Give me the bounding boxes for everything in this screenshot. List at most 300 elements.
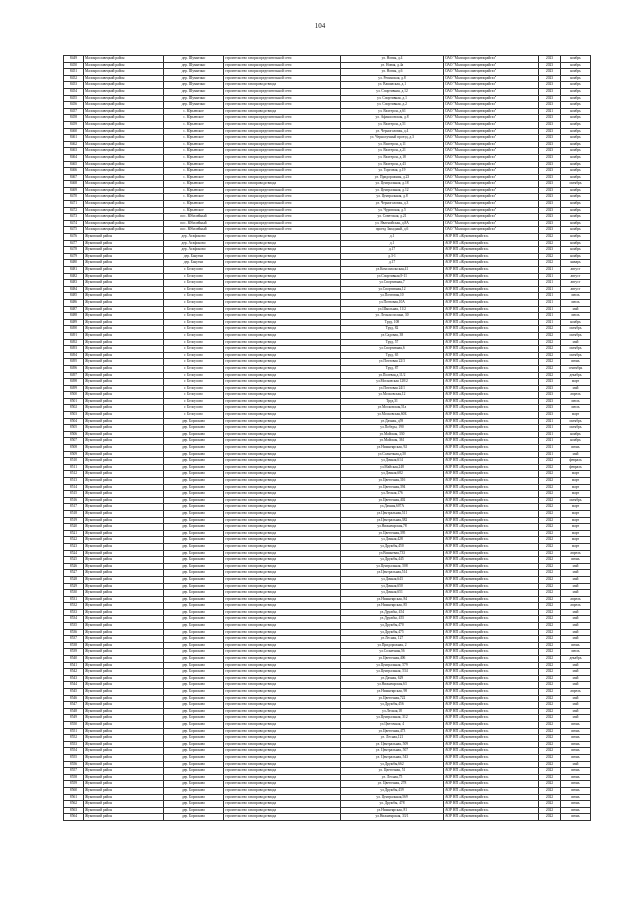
row-number-cell: 8513 xyxy=(64,478,84,485)
year-cell: 2022 xyxy=(539,741,561,748)
locality-cell: дер. Борисково xyxy=(164,642,224,649)
organization-cell: АОР НП «Жуковмежрайгаз» xyxy=(444,319,539,326)
locality-cell: дер. Борисково xyxy=(164,563,224,570)
table-row xyxy=(64,299,591,306)
work-type-cell: строительство газопровода-ввода xyxy=(224,326,341,333)
district-cell: Малоярославецкий район xyxy=(84,56,164,63)
row-number-cell: 8467 xyxy=(64,174,84,181)
address-cell: ул. Вахтерон, д.11 xyxy=(341,141,444,148)
locality-cell: дер. Борисково xyxy=(164,649,224,656)
month-cell: июль xyxy=(561,405,591,412)
organization-cell: АОР НП «Жуковмежрайгаз» xyxy=(444,425,539,432)
organization-cell: АОР НП «Жуковмежрайгаз» xyxy=(444,484,539,491)
table-row xyxy=(64,260,591,267)
year-cell: 2023 xyxy=(539,181,561,188)
work-type-cell: строительство газопровода-ввода xyxy=(224,445,341,452)
work-type-cell: строительство газопровода-ввода xyxy=(224,418,341,425)
district-cell: Малоярославецкий район xyxy=(84,88,164,95)
locality-cell: дер. Агафоново xyxy=(164,247,224,254)
table-row xyxy=(64,801,591,808)
address-cell: д.1 xyxy=(341,234,444,241)
month-cell: май xyxy=(561,339,591,346)
organization-cell: ОАО "Малоярославецмежрайгаз" xyxy=(444,115,539,122)
table-row xyxy=(64,807,591,814)
year-cell: 2022 xyxy=(539,708,561,715)
organization-cell: ОАО "Малоярославецмежрайгаз" xyxy=(444,56,539,63)
table-row xyxy=(64,326,591,333)
organization-cell: АОР НП «Жуковмежрайгаз» xyxy=(444,609,539,616)
locality-cell: с. Юрьевское xyxy=(164,201,224,208)
month-cell: ноябрь xyxy=(561,108,591,115)
address-cell: ул.Лесная, 127 xyxy=(341,636,444,643)
row-number-cell: 8449 xyxy=(64,56,84,63)
row-number-cell: 8493 xyxy=(64,346,84,353)
table-row xyxy=(64,115,591,122)
row-number-cell: 8530 xyxy=(64,590,84,597)
row-number-cell: 8502 xyxy=(64,405,84,412)
locality-cell: дер. Шумятино xyxy=(164,62,224,69)
organization-cell: ОАО "Малоярославецмежрайгаз" xyxy=(444,95,539,102)
organization-cell: АОР НП «Жуковмежрайгаз» xyxy=(444,267,539,274)
address-cell: ул.Нижнеярская, 84 xyxy=(341,596,444,603)
organization-cell: АОР НП «Жуковмежрайгаз» xyxy=(444,794,539,801)
table-row xyxy=(64,774,591,781)
work-type-cell: строительство газопровода-ввода xyxy=(224,543,341,550)
row-number-cell: 8477 xyxy=(64,240,84,247)
organization-cell: ОАО "Малоярославецмежрайгаз" xyxy=(444,194,539,201)
table-row xyxy=(64,735,591,742)
locality-cell: г. Белоусово xyxy=(164,299,224,306)
month-cell: ноябрь xyxy=(561,121,591,128)
row-number-cell: 8557 xyxy=(64,768,84,775)
locality-cell: дер. Борисково xyxy=(164,431,224,438)
table-row xyxy=(64,161,591,168)
address-cell: ул. Центральная, д.12 xyxy=(341,187,444,194)
table-row xyxy=(64,253,591,260)
district-cell: Жуковский район xyxy=(84,537,164,544)
month-cell: май xyxy=(561,623,591,630)
work-type-cell: строительство газопровода-ввода xyxy=(224,451,341,458)
row-number-cell: 8559 xyxy=(64,781,84,788)
work-type-cell: строительство газораспределительной сети xyxy=(224,201,341,208)
work-type-cell: строительство газопровода-ввода xyxy=(224,629,341,636)
month-cell: май xyxy=(561,590,591,597)
year-cell: 2021 xyxy=(539,267,561,274)
work-type-cell: строительство газораспределительной сети xyxy=(224,69,341,76)
work-type-cell: строительство газопровода-ввода xyxy=(224,642,341,649)
district-cell: Жуковский район xyxy=(84,570,164,577)
month-cell: май xyxy=(561,385,591,392)
district-cell: Жуковский район xyxy=(84,689,164,696)
locality-cell: дер. Борисково xyxy=(164,708,224,715)
address-cell: Труд,31 xyxy=(341,398,444,405)
table-row xyxy=(64,339,591,346)
table-row xyxy=(64,207,591,214)
table-row xyxy=(64,781,591,788)
organization-cell: АОР НП «Жуковмежрайгаз» xyxy=(444,273,539,280)
year-cell: 2022 xyxy=(539,774,561,781)
organization-cell: АОР НП «Жуковмежрайгаз» xyxy=(444,741,539,748)
address-cell: ул.Центральная, 579 xyxy=(341,662,444,669)
month-cell: май xyxy=(561,636,591,643)
row-number-cell: 8480 xyxy=(64,260,84,267)
district-cell: Жуковский район xyxy=(84,313,164,320)
table-row xyxy=(64,365,591,372)
month-cell: август xyxy=(561,273,591,280)
year-cell: 2022 xyxy=(539,715,561,722)
organization-cell: АОР НП «Жуковмежрайгаз» xyxy=(444,497,539,504)
year-cell: 2021 xyxy=(539,280,561,287)
table-row xyxy=(64,570,591,577)
table-row xyxy=(64,504,591,511)
work-type-cell: строительство газопровода-ввода xyxy=(224,471,341,478)
year-cell: 2023 xyxy=(539,220,561,227)
month-cell: декабрь xyxy=(561,656,591,663)
organization-cell: АОР НП «Жуковмежрайгаз» xyxy=(444,398,539,405)
organization-cell: АОР НП «Жуковмежрайгаз» xyxy=(444,543,539,550)
month-cell: май xyxy=(561,708,591,715)
district-cell: Жуковский район xyxy=(84,596,164,603)
year-cell: 2022 xyxy=(539,662,561,669)
address-cell: ул.Дачная,607А xyxy=(341,504,444,511)
table-row xyxy=(64,438,591,445)
month-cell: июнь xyxy=(561,445,591,452)
month-cell: июль xyxy=(561,299,591,306)
address-cell: ул. Центральная,569 xyxy=(341,794,444,801)
work-type-cell: строительство газораспределительной сети xyxy=(224,207,341,214)
table-row xyxy=(64,721,591,728)
row-number-cell: 8519 xyxy=(64,517,84,524)
district-cell: Малоярославецкий район xyxy=(84,75,164,82)
organization-cell: АОР НП «Жуковмежрайгаз» xyxy=(444,326,539,333)
year-cell: 2022 xyxy=(539,609,561,616)
table-row xyxy=(64,616,591,623)
year-cell: 2022 xyxy=(539,332,561,339)
locality-cell: дер. Борисково xyxy=(164,656,224,663)
district-cell: Жуковский район xyxy=(84,352,164,359)
month-cell: май xyxy=(561,306,591,313)
work-type-cell: строительство газопровода-ввода xyxy=(224,550,341,557)
work-type-cell: строительство газопровода-ввода xyxy=(224,438,341,445)
row-number-cell: 8503 xyxy=(64,412,84,419)
locality-cell: дер. Борисково xyxy=(164,530,224,537)
table-row xyxy=(64,543,591,550)
row-number-cell: 8471 xyxy=(64,201,84,208)
month-cell: ноябрь xyxy=(561,247,591,254)
month-cell: май xyxy=(561,576,591,583)
row-number-cell: 8456 xyxy=(64,102,84,109)
district-cell: Жуковский район xyxy=(84,656,164,663)
row-number-cell: 8469 xyxy=(64,187,84,194)
locality-cell: дер. Борисково xyxy=(164,418,224,425)
organization-cell: АОР НП «Жуковмежрайгаз» xyxy=(444,583,539,590)
work-type-cell: строительство газопровода-ввода xyxy=(224,754,341,761)
address-cell: ул.Нижнеярская, 33/1 xyxy=(341,814,444,821)
organization-cell: АОР НП «Жуковмежрайгаз» xyxy=(444,412,539,419)
district-cell: Малоярославецкий район xyxy=(84,161,164,168)
month-cell: ноябрь xyxy=(561,194,591,201)
district-cell: Жуковский район xyxy=(84,807,164,814)
work-type-cell: строительство газопровода-ввода xyxy=(224,583,341,590)
table-row xyxy=(64,372,591,379)
row-number-cell: 8457 xyxy=(64,108,84,115)
address-cell: ул. Центральная, 507 xyxy=(341,748,444,755)
organization-cell: АОР НП «Жуковмежрайгаз» xyxy=(444,524,539,531)
row-number-cell: 8463 xyxy=(64,148,84,155)
year-cell: 2022 xyxy=(539,550,561,557)
district-cell: Малоярославецкий район xyxy=(84,121,164,128)
organization-cell: АОР НП «Жуковмежрайгаз» xyxy=(444,623,539,630)
district-cell: Жуковский район xyxy=(84,319,164,326)
address-cell: ул.Дружбы,475 xyxy=(341,629,444,636)
work-type-cell: строительство газопровода-ввода xyxy=(224,774,341,781)
district-cell: Малоярославецкий район xyxy=(84,168,164,175)
district-cell: Жуковский район xyxy=(84,326,164,333)
locality-cell: г. Белоусово xyxy=(164,293,224,300)
organization-cell: АОР НП «Жуковмежрайгаз» xyxy=(444,537,539,544)
locality-cell: с. Юрьевское xyxy=(164,168,224,175)
work-type-cell: строительство газораспределительной сети xyxy=(224,135,341,142)
organization-cell: АОР НП «Жуковмежрайгаз» xyxy=(444,557,539,564)
month-cell: июнь xyxy=(561,748,591,755)
locality-cell: пос. Юбилейный xyxy=(164,214,224,221)
year-cell: 2022 xyxy=(539,352,561,359)
year-cell: 2022 xyxy=(539,748,561,755)
table-row xyxy=(64,194,591,201)
organization-cell: АОР НП «Жуковмежрайгаз» xyxy=(444,787,539,794)
district-cell: Малоярославецкий район xyxy=(84,82,164,89)
row-number-cell: 8535 xyxy=(64,623,84,630)
work-type-cell: строительство газопровода-ввода xyxy=(224,273,341,280)
year-cell: 2022 xyxy=(539,814,561,821)
month-cell: март xyxy=(561,510,591,517)
address-cell: ул. Вахтерон, д.21 xyxy=(341,148,444,155)
table-row xyxy=(64,642,591,649)
district-cell: Малоярославецкий район xyxy=(84,227,164,234)
year-cell: 2022 xyxy=(539,669,561,676)
row-number-cell: 8552 xyxy=(64,735,84,742)
month-cell: октябрь xyxy=(561,418,591,425)
organization-cell: АОР НП «Жуковмежрайгаз» xyxy=(444,636,539,643)
row-number-cell: 8462 xyxy=(64,141,84,148)
row-number-cell: 8500 xyxy=(64,392,84,399)
locality-cell: дер. Борисково xyxy=(164,491,224,498)
month-cell: май xyxy=(561,451,591,458)
locality-cell: дер. Борисково xyxy=(164,774,224,781)
district-cell: Жуковский район xyxy=(84,590,164,597)
month-cell: март xyxy=(561,379,591,386)
row-number-cell: 8527 xyxy=(64,570,84,577)
locality-cell: дер. Борисково xyxy=(164,425,224,432)
district-cell: Жуковский район xyxy=(84,267,164,274)
locality-cell: с. Юрьевское xyxy=(164,108,224,115)
row-number-cell: 8533 xyxy=(64,609,84,616)
locality-cell: с. Юрьевское xyxy=(164,141,224,148)
row-number-cell: 8551 xyxy=(64,728,84,735)
organization-cell: ОАО "Малоярославецмежрайгаз" xyxy=(444,174,539,181)
month-cell: январь xyxy=(561,260,591,267)
work-type-cell: строительство газопровода-ввода xyxy=(224,504,341,511)
district-cell: Жуковский район xyxy=(84,339,164,346)
work-type-cell: строительство газораспределительной сети xyxy=(224,95,341,102)
work-type-cell: строительство газопровода-ввода xyxy=(224,385,341,392)
district-cell: Жуковский район xyxy=(84,253,164,260)
table-row xyxy=(64,181,591,188)
work-type-cell: строительство газопровода-ввода xyxy=(224,431,341,438)
organization-cell: ОАО "Малоярославецмежрайгаз" xyxy=(444,62,539,69)
district-cell: Малоярославецкий район xyxy=(84,69,164,76)
work-type-cell: строительство газопровода-ввода xyxy=(224,570,341,577)
table-row xyxy=(64,814,591,821)
row-number-cell: 8504 xyxy=(64,418,84,425)
locality-cell: дер. Борисково xyxy=(164,438,224,445)
table-row xyxy=(64,583,591,590)
year-cell: 2022 xyxy=(539,543,561,550)
table-row xyxy=(64,392,591,399)
month-cell: ноябрь xyxy=(561,240,591,247)
organization-cell: АОР НП «Жуковмежрайгаз» xyxy=(444,728,539,735)
address-cell: ул.Московская,60Б xyxy=(341,412,444,419)
work-type-cell: строительство газопровода-ввода xyxy=(224,108,341,115)
row-number-cell: 8486 xyxy=(64,299,84,306)
work-type-cell: строительство газораспределительной сети xyxy=(224,115,341,122)
district-cell: Малоярославецкий район xyxy=(84,214,164,221)
locality-cell: дер. Борисково xyxy=(164,517,224,524)
row-number-cell: 8455 xyxy=(64,95,84,102)
locality-cell: дер. Бакутки xyxy=(164,253,224,260)
district-cell: Жуковский район xyxy=(84,332,164,339)
locality-cell: г. Белоусово xyxy=(164,319,224,326)
month-cell: июнь xyxy=(561,814,591,821)
address-cell: ул.Дружбы,450 xyxy=(341,543,444,550)
table-row xyxy=(64,431,591,438)
organization-cell: АОР НП «Жуковмежрайгаз» xyxy=(444,517,539,524)
locality-cell: дер. Шумятино xyxy=(164,95,224,102)
year-cell: 2022 xyxy=(539,636,561,643)
year-cell: 2023 xyxy=(539,194,561,201)
district-cell: Жуковский район xyxy=(84,616,164,623)
district-cell: Жуковский район xyxy=(84,484,164,491)
address-cell: ул. Вахтерон, д.18 xyxy=(341,154,444,161)
year-cell: 2023 xyxy=(539,128,561,135)
organization-cell: АОР НП «Жуковмежрайгаз» xyxy=(444,240,539,247)
year-cell: 2022 xyxy=(539,563,561,570)
district-cell: Жуковский район xyxy=(84,649,164,656)
district-cell: Малоярославецкий район xyxy=(84,154,164,161)
year-cell: 2022 xyxy=(539,484,561,491)
row-number-cell: 8495 xyxy=(64,359,84,366)
district-cell: Жуковский район xyxy=(84,721,164,728)
month-cell: ноябрь xyxy=(561,88,591,95)
row-number-cell: 8459 xyxy=(64,121,84,128)
month-cell: март xyxy=(561,412,591,419)
year-cell: 2022 xyxy=(539,623,561,630)
district-cell: Жуковский район xyxy=(84,418,164,425)
row-number-cell: 8538 xyxy=(64,642,84,649)
locality-cell: г. Белоусово xyxy=(164,405,224,412)
district-cell: Жуковский район xyxy=(84,405,164,412)
address-cell: ул.Московская,12 xyxy=(341,392,444,399)
month-cell: февраль xyxy=(561,458,591,465)
month-cell: апрель xyxy=(561,603,591,610)
work-type-cell: строительство газораспределительной сети xyxy=(224,102,341,109)
table-row xyxy=(64,702,591,709)
year-cell: 2023 xyxy=(539,62,561,69)
district-cell: Малоярославецкий район xyxy=(84,181,164,188)
year-cell: 2022 xyxy=(539,629,561,636)
address-cell: ул.Цветочная,406 xyxy=(341,656,444,663)
month-cell: август xyxy=(561,286,591,293)
row-number-cell: 8564 xyxy=(64,814,84,821)
year-cell: 2023 xyxy=(539,69,561,76)
organization-cell: АОР НП «Жуковмежрайгаз» xyxy=(444,431,539,438)
work-type-cell: строительство газопровода-ввода xyxy=(224,82,341,89)
work-type-cell: строительство газопровода-ввода xyxy=(224,728,341,735)
organization-cell: АОР НП «Жуковмежрайгаз» xyxy=(444,332,539,339)
organization-cell: АОР НП «Жуковмежрайгаз» xyxy=(444,405,539,412)
organization-cell: АОР НП «Жуковмежрайгаз» xyxy=(444,603,539,610)
organization-cell: ОАО "Малоярославецмежрайгаз" xyxy=(444,75,539,82)
organization-cell: АОР НП «Жуковмежрайгаз» xyxy=(444,313,539,320)
month-cell: май xyxy=(561,563,591,570)
month-cell: март xyxy=(561,524,591,531)
district-cell: Малоярославецкий район xyxy=(84,148,164,155)
address-cell: ул. Черноголовая, д.4 xyxy=(341,128,444,135)
work-type-cell: строительство газопровода-ввода xyxy=(224,557,341,564)
address-cell: д.17 xyxy=(341,247,444,254)
year-cell: 2022 xyxy=(539,682,561,689)
month-cell: май xyxy=(561,715,591,722)
district-cell: Жуковский район xyxy=(84,273,164,280)
row-number-cell: 8523 xyxy=(64,543,84,550)
locality-cell: дер. Борисково xyxy=(164,583,224,590)
address-cell: ул.Лесная,176 xyxy=(341,491,444,498)
locality-cell: г. Белоусово xyxy=(164,385,224,392)
row-number-cell: 8470 xyxy=(64,194,84,201)
work-type-cell: строительство газопровода-ввода xyxy=(224,596,341,603)
address-cell: ул.Цветочная,394 xyxy=(341,484,444,491)
row-number-cell: 8526 xyxy=(64,563,84,570)
table-row xyxy=(64,590,591,597)
district-cell: Жуковский район xyxy=(84,761,164,768)
address-cell: проезд Западный, д.6 xyxy=(341,227,444,234)
year-cell: 2022 xyxy=(539,464,561,471)
month-cell: апрель xyxy=(561,550,591,557)
row-number-cell: 8514 xyxy=(64,484,84,491)
table-row xyxy=(64,451,591,458)
locality-cell: г. Белоусово xyxy=(164,313,224,320)
month-cell: март xyxy=(561,537,591,544)
year-cell: 2022 xyxy=(539,504,561,511)
year-cell: 2022 xyxy=(539,359,561,366)
row-number-cell: 8476 xyxy=(64,234,84,241)
year-cell: 2022 xyxy=(539,656,561,663)
locality-cell: дер. Борисково xyxy=(164,550,224,557)
work-type-cell: строительство газопровода-ввода xyxy=(224,510,341,517)
address-cell: ул. Афанасовская, д.8 xyxy=(341,115,444,122)
organization-cell: ОАО "Малоярославецмежрайгаз" xyxy=(444,108,539,115)
address-cell: ул.Нижнеярская,78 xyxy=(341,524,444,531)
work-type-cell: строительство газопровода-ввода xyxy=(224,669,341,676)
locality-cell: г. Белоусово xyxy=(164,379,224,386)
month-cell: октябрь xyxy=(561,181,591,188)
organization-cell: ОАО "Малоярославецмежрайгаз" xyxy=(444,121,539,128)
work-type-cell: строительство газопровода-ввода xyxy=(224,247,341,254)
work-type-cell: строительство газопровода-ввода xyxy=(224,365,341,372)
year-cell: 2022 xyxy=(539,517,561,524)
month-cell: ноябрь xyxy=(561,62,591,69)
work-type-cell: строительство газопровода-ввода xyxy=(224,603,341,610)
